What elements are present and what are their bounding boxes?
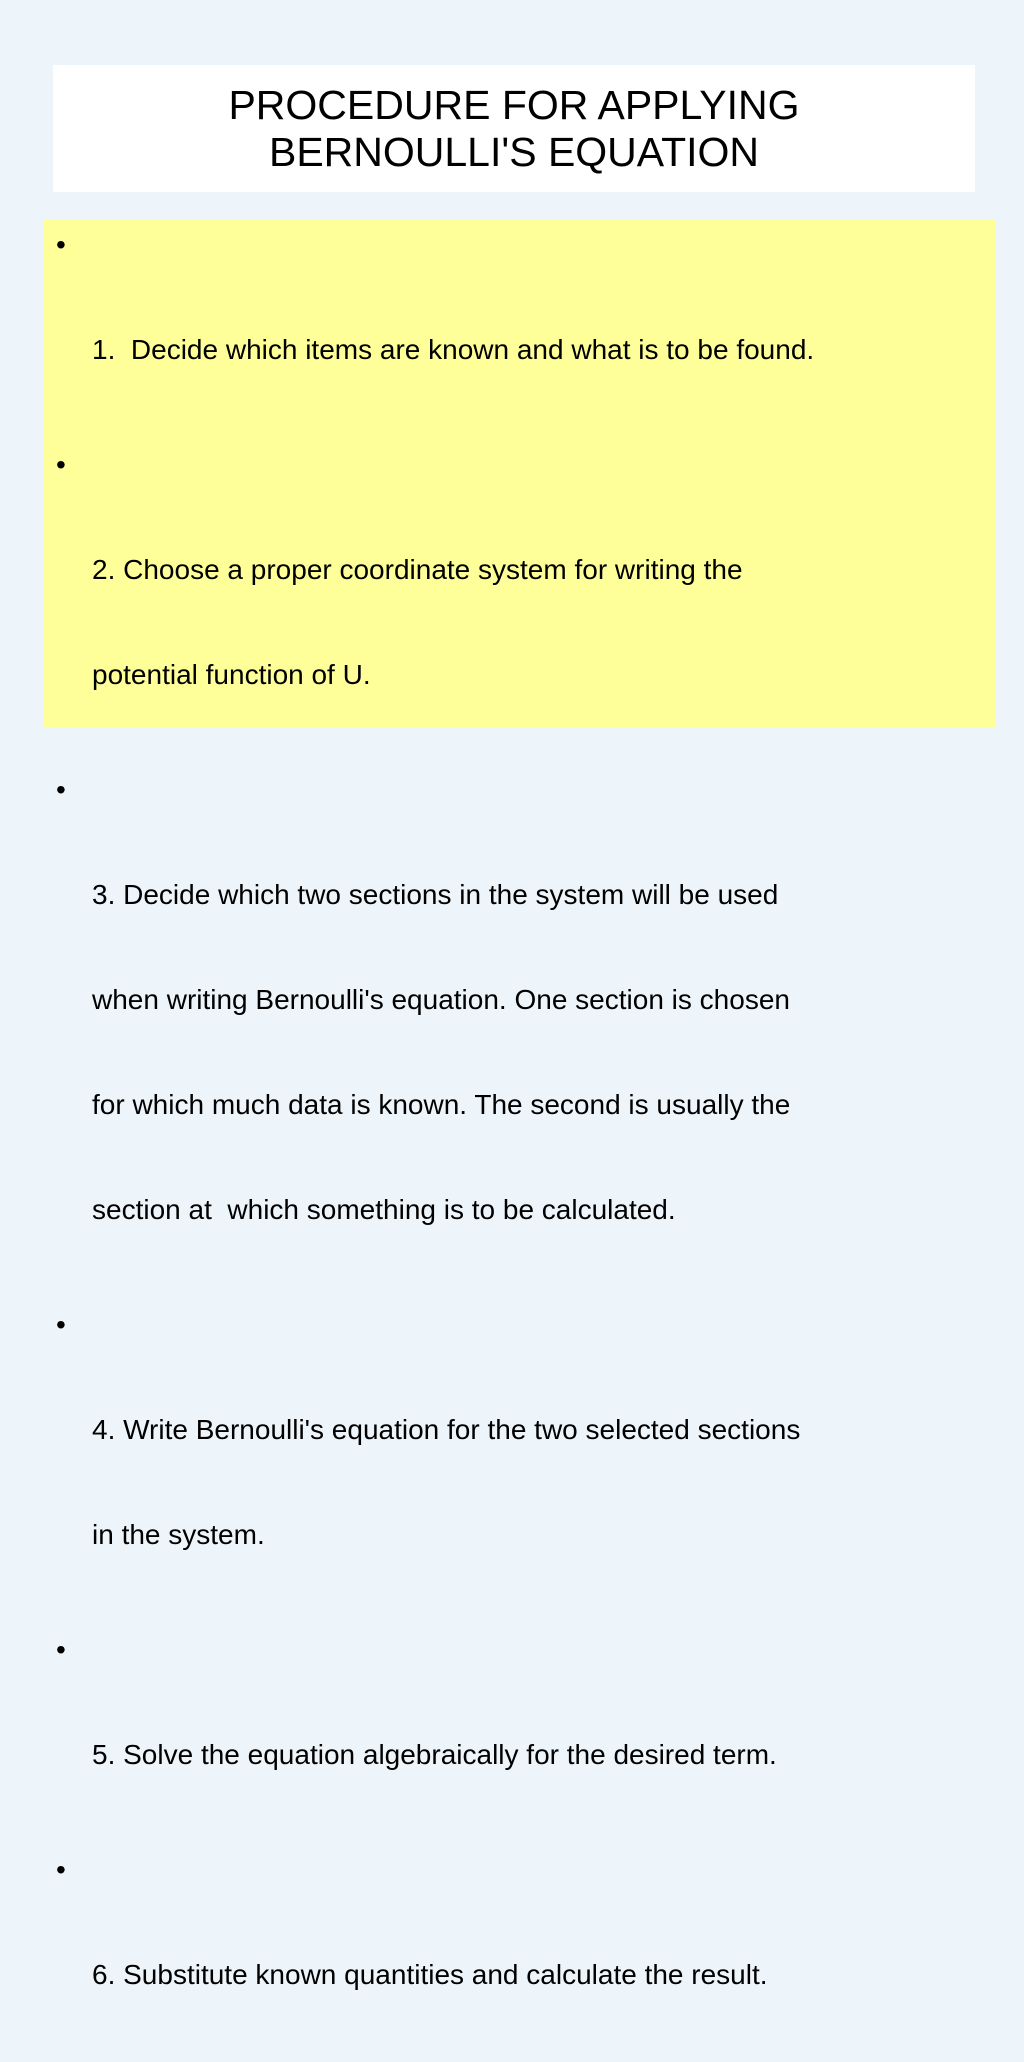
step-item-1: [43, 227, 995, 437]
bullet-icon: •: [56, 1634, 66, 1665]
slide-title-line-1: PROCEDURE FOR APPLYING: [228, 81, 800, 128]
step-text-line: 5. Solve the equation algebraically for the desired term.: [92, 1739, 777, 1770]
bullet-icon: •: [56, 1309, 66, 1340]
step-text-line: section at which something is to be calculated.: [92, 1194, 676, 1225]
slide-title-box: [53, 65, 975, 192]
step-item-4: [43, 1307, 995, 1622]
step-item-3: [43, 772, 995, 1297]
step-text-line: 2. Choose a proper coordinate system for writing the: [92, 554, 743, 585]
bullet-icon: •: [56, 449, 66, 480]
slide-content-box: [43, 219, 995, 1990]
step-text-line: when writing Bernoulli's equation. One section is chosen: [92, 984, 790, 1015]
step-text-line: for which much data is known. The second is usually the: [92, 1089, 791, 1120]
step-item-2: [43, 447, 995, 762]
step-item-5: [43, 1632, 995, 1842]
step-text-line: 1. Decide which items are known and what is to be found.: [92, 334, 815, 365]
step-text-line: 4. Write Bernoulli's equation for the two selected sections: [92, 1414, 801, 1445]
bullet-icon: •: [56, 1854, 66, 1885]
step-text-line: in the system.: [92, 1519, 265, 1550]
step-text-line: 6. Substitute known quantities and calculate the result.: [92, 1959, 768, 1990]
step-text-line: 3. Decide which two sections in the system will be used: [92, 879, 779, 910]
step-text-line: potential function of U.: [92, 659, 371, 690]
bullet-icon: •: [56, 774, 66, 805]
step-item-6: [43, 1852, 995, 2062]
procedure-steps-list: [43, 219, 995, 2062]
bullet-icon: •: [56, 229, 66, 260]
slide-title-line-2: BERNOULLI'S EQUATION: [268, 128, 760, 175]
